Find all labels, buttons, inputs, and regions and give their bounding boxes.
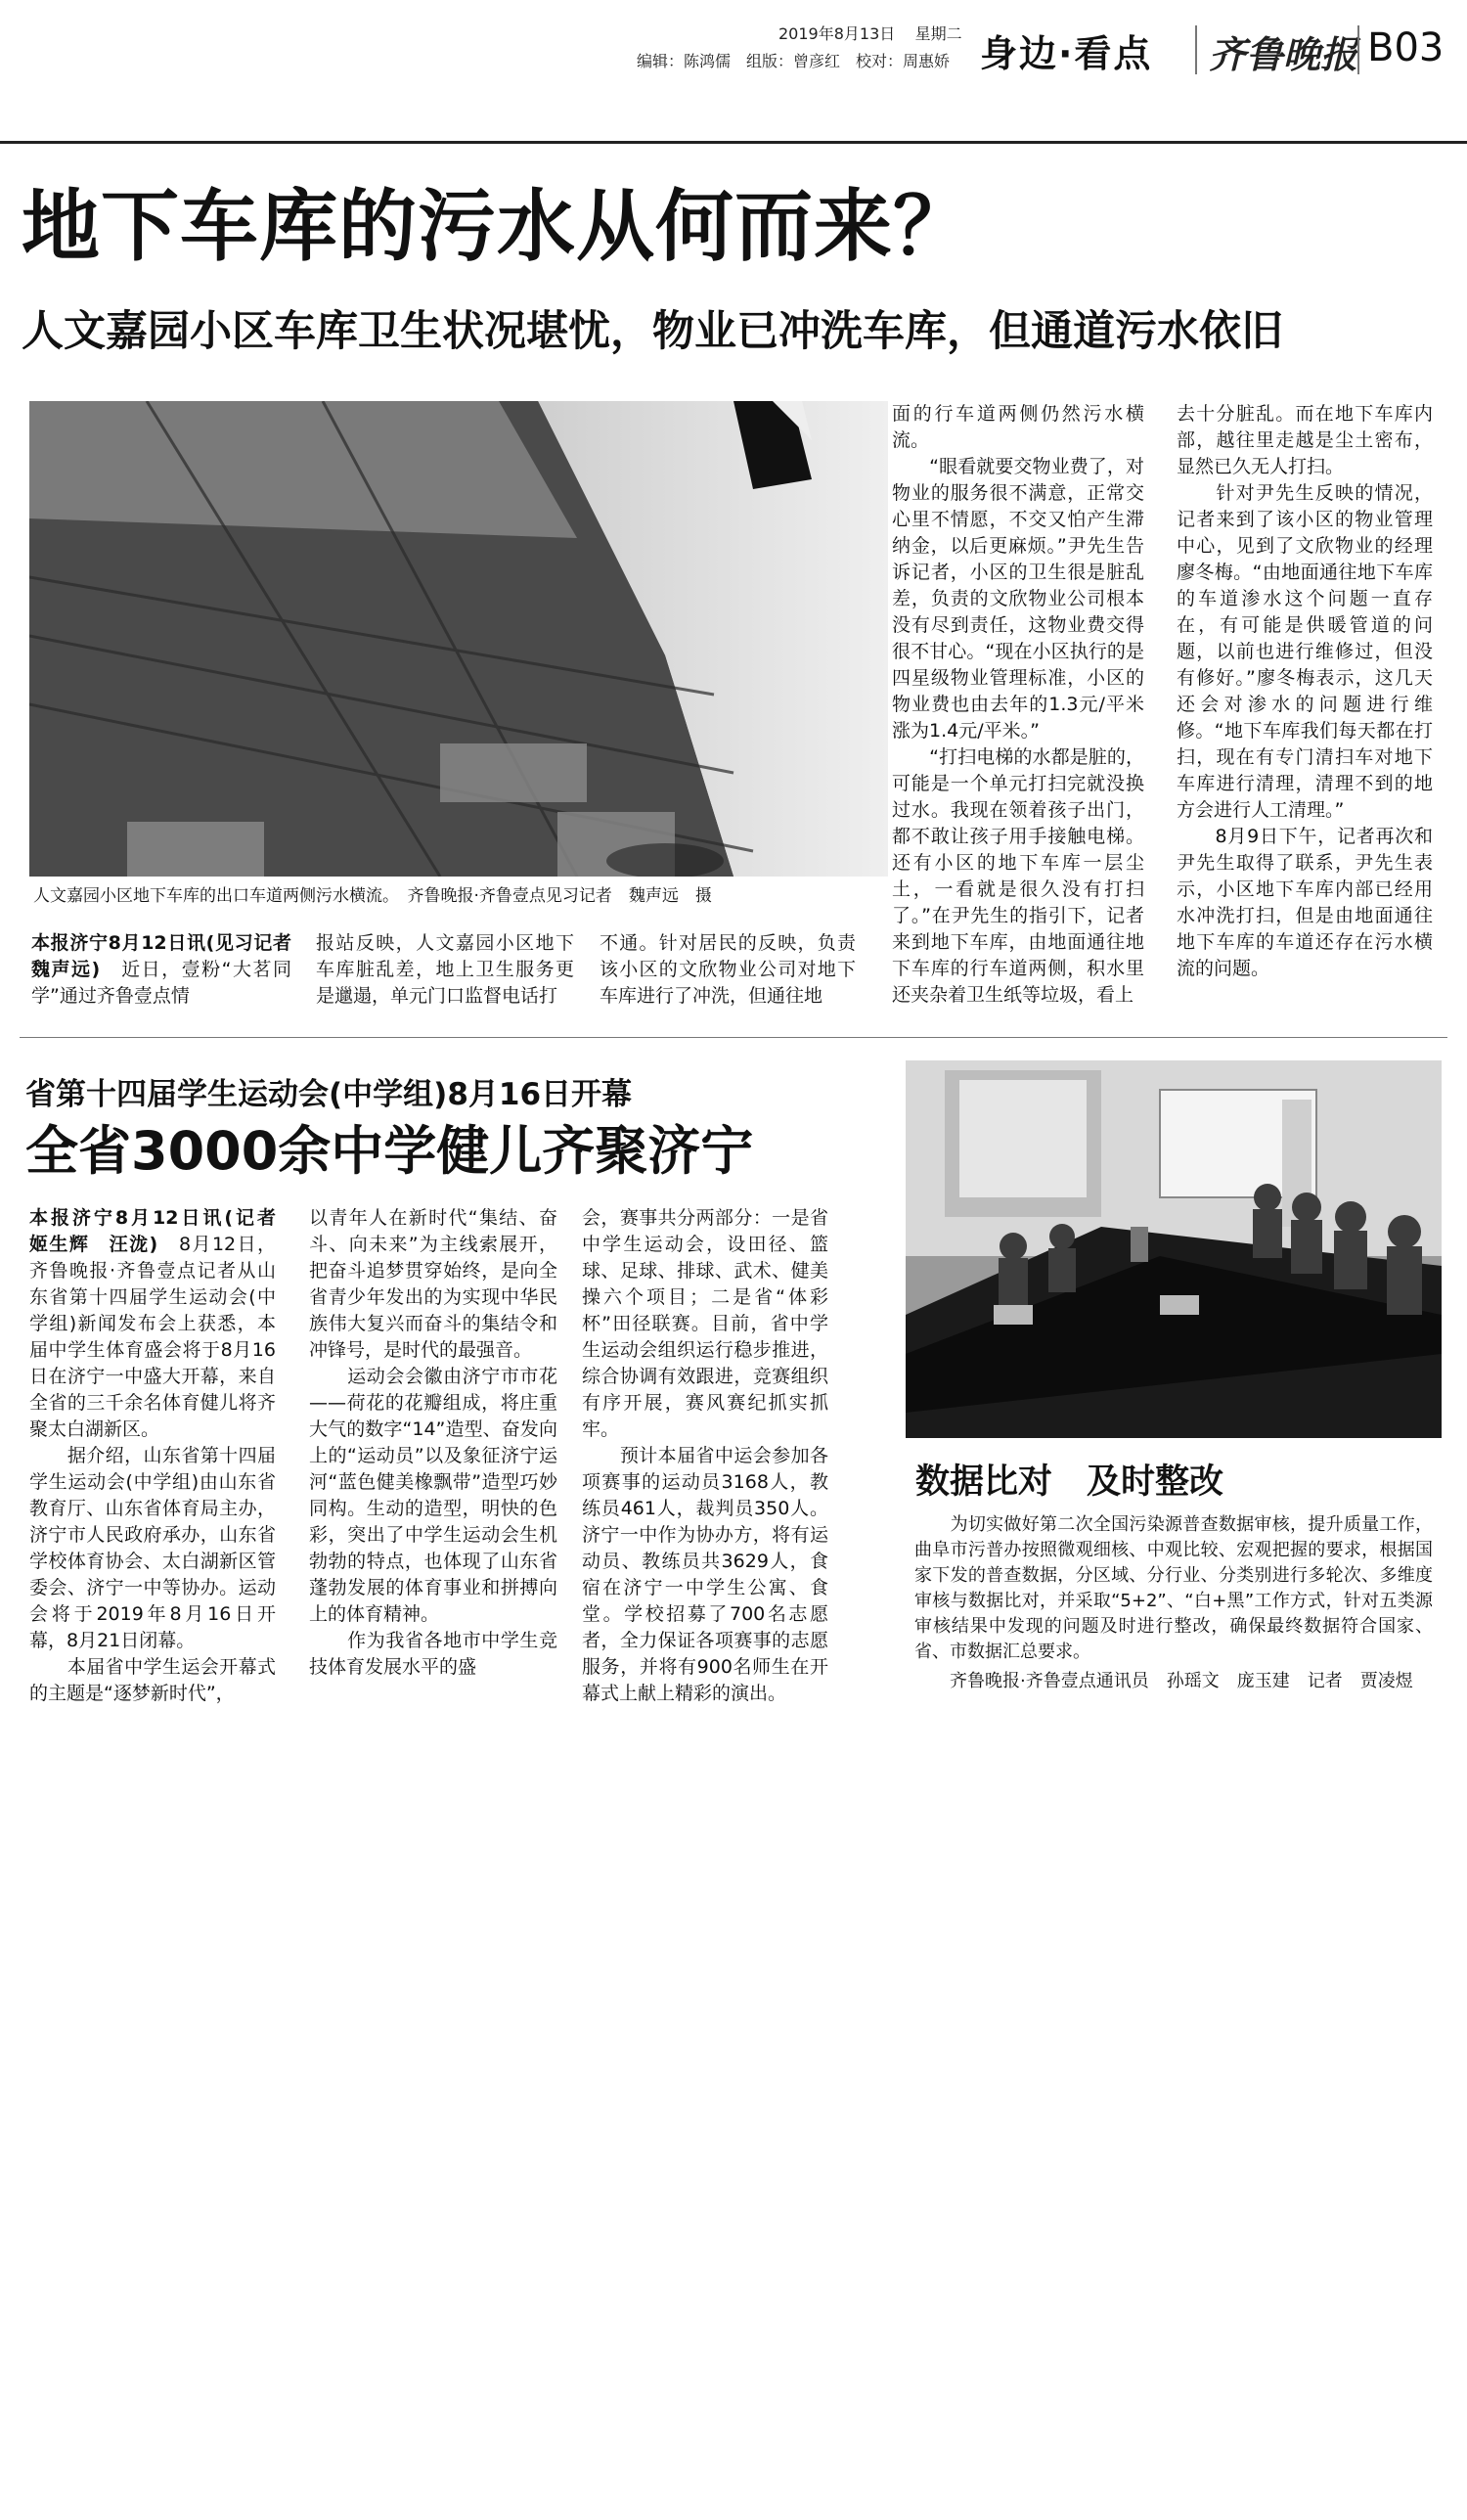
masthead-rule <box>0 141 1467 144</box>
story2-dateline: 本报济宁8月12日讯(记者 姬生辉 汪泷) <box>29 1207 295 1255</box>
story2-column-3: 会，赛事共分两部分：一是省中学生运动会，设田径、篮球、足球、排球、武术、健美操六个项目；二是省“体彩杯”田径联赛。目前，省中学生运动会组织运行稳步推进，综合协调有效跟进，竞赛组织有序开展，赛风赛纪抓实抓牢。 预计本届省中运会参加各项赛事的运动员3168人，教练员461人，裁判员350人。济宁一中作为协办方，将有运动员、教练员共3629人，食宿在济宁一中学生公寓、食堂。学校招募了700名志愿者，全力保证各项赛事的志愿服务，并将有900名师生在开幕式上献上精彩的演出。 <box>582 1207 828 1704</box>
issue-date: 2019年8月13日 <box>778 24 896 43</box>
story1-column-5: 去十分脏乱。而在地下车库内部，越往里走越是尘土密布，显然已久无人打扫。 针对尹先生反映的情况，记者来到了该小区的物业管理中心，见到了文欣物业的经理廖冬梅。“由地面通往地下车库的车道渗水这个问题一直存在，有可能是供暖管道的问题，以前也进行维修过，但没有修好。”廖冬梅表示，这几天还会对渗水的问题进行维修。“地下车库我们每天都在打扫，现在有专门清扫车对地下车库进行清理，清理不到的地方会进行人工清理。” 8月9日下午，记者再次和尹先生取得了联系，尹先生表示，小区地下车库内部已经用水冲洗打扫，但是由地面通往地下车库的车道还存在污水横流的问题。 <box>1177 403 1433 979</box>
meeting-photo-image <box>906 1060 1442 1438</box>
photo-caption: 人文嘉园小区地下车库的出口车道两侧污水横流。 齐鲁晚报·齐鲁壹点见习记者 魏声远 摄 <box>33 886 712 906</box>
section-name: 身边·看点 <box>980 32 1153 75</box>
story3-byline: 齐鲁晚报·齐鲁壹点通讯员 孙瑶文 庞玉建 记者 贾凌煜 <box>914 1671 1413 1691</box>
newspaper-logo: 齐鲁晚报 <box>1209 32 1358 76</box>
story3-body: 为切实做好第二次全国污染源普查数据审核，提升质量工作，曲阜市污普办按照微观细核、中观比较、宏观把握的要求，根据国家下发的普查数据，分区域、分行业、分类别进行多轮次、多维度审核与数据比对，并采取“5+2”、“白+黑”工作方式，针对五类源审核结果中发现的问题及时进行整改，确保最终数据符合国家、省、市数据汇总要求。 <box>914 1514 1433 1662</box>
story2-column-2: 以青年人在新时代“集结、奋斗、向未来”为主线索展开，把奋斗追梦贯穿始终，是向全省青少年发出的为实现中华民族伟大复兴而奋斗的集结令和冲锋号，是时代的最强音。 运动会会徽由济宁市市花——荷花的花瓣组成，将庄重大气的数字“14”造型、奋发向上的“运动员”以及象征济宁运河“蓝色健美橡飘带”造型巧妙同构。生动的造型，明快的色彩，突出了中学生运动会生机勃勃的特点，也体现了山东省蓬勃发展的体育事业和拼搏向上的体育精神。 作为我省各地市中学生竞技体育发展水平的盛 <box>309 1207 557 1678</box>
garage-photo-image <box>29 401 888 877</box>
story2-column-1: 本报济宁8月12日讯(记者 姬生辉 汪泷) 8月12日，齐鲁晚报·齐鲁壹点记者从山东省第十四届学生运动会(中学组)新闻发布会上获悉，本届中学生体育盛会将于8月16日在济宁一中盛大开幕，来自全省的三千余名体育健儿将齐聚太白湖新区。 据介绍，山东省第十四届学生运动会(中学组)由山东省教育厅、山东省体育局主办，济宁市人民政府承办，山东省学校体育协会、太白湖新区管委会、济宁一中等协办。运动会将于2019年8月16日开幕，8月21日闭幕。 本届省中学生运会开幕式的主题是“逐梦新时代”， <box>29 1207 295 1704</box>
staff-credits: 编辑：陈鸿儒 组版：曾彦红 校对：周惠娇 <box>637 52 951 70</box>
story1-column-2: 报站反映，人文嘉园小区地下车库脏乱差，地上卫生服务更是邋遢，单元门口监督电话打 <box>316 932 574 1007</box>
issue-date-line <box>778 22 962 44</box>
story1-column-3: 不通。针对居民的反映，负责该小区的文欣物业公司对地下车库进行了冲洗，但通往地 <box>600 932 856 1007</box>
story3-headline: 数据比对 及时整改 <box>915 1462 1224 1502</box>
meeting-photo <box>906 1060 1442 1438</box>
story1-headline: 地下车库的污水从何而来？ <box>22 181 972 272</box>
story1-column-4: 面的行车道两侧仍然污水横流。 “眼看就要交物业费了，对物业的服务很不满意，正常交心里不情愿，不交又怕产生滞纳金，以后更麻烦。”尹先生告诉记者，小区的卫生很是脏乱差，负责的文欣物业公司根本没有尽到责任，这物业费交得很不甘心。“现在小区执行的是四星级物业管理标准，小区的物业费也由去年的1.3元/平米涨为1.4元/平米。” “打扫电梯的水都是脏的，可能是一个单元打扫完就没换过水。我现在领着孩子出门，都不敢让孩子用手接触电梯。还有小区的地下车库一层尘土，一看就是很久没有打扫了。”在尹先生的指引下，记者来到地下车库，由地面通往地下车库的行车道两侧，积水里还夹杂着卫生纸等垃圾，看上 <box>892 403 1144 1006</box>
issue-weekday: 星期二 <box>914 24 962 43</box>
story-separator <box>20 1037 1447 1038</box>
page-number: B03 <box>1367 25 1445 70</box>
story1-column-1: 本报济宁8月12日讯(见习记者 魏声远) 近日，壹粉“大茗同学”通过齐鲁壹点情 <box>31 932 311 1007</box>
story2-kicker: 省第十四届学生运动会(中学组)8月16日开幕 <box>25 1077 633 1112</box>
masthead-divider <box>1357 25 1359 74</box>
story1-dateline: 本报济宁8月12日讯(见习记者 魏声远) <box>31 932 311 980</box>
story2-headline: 全省3000余中学健儿齐聚济宁 <box>25 1120 754 1182</box>
garage-photo <box>29 401 888 877</box>
masthead-divider <box>1195 25 1197 74</box>
story1-subhead: 人文嘉园小区车库卫生状况堪忧，物业已冲洗车库，但通道污水依旧 <box>22 307 1283 356</box>
